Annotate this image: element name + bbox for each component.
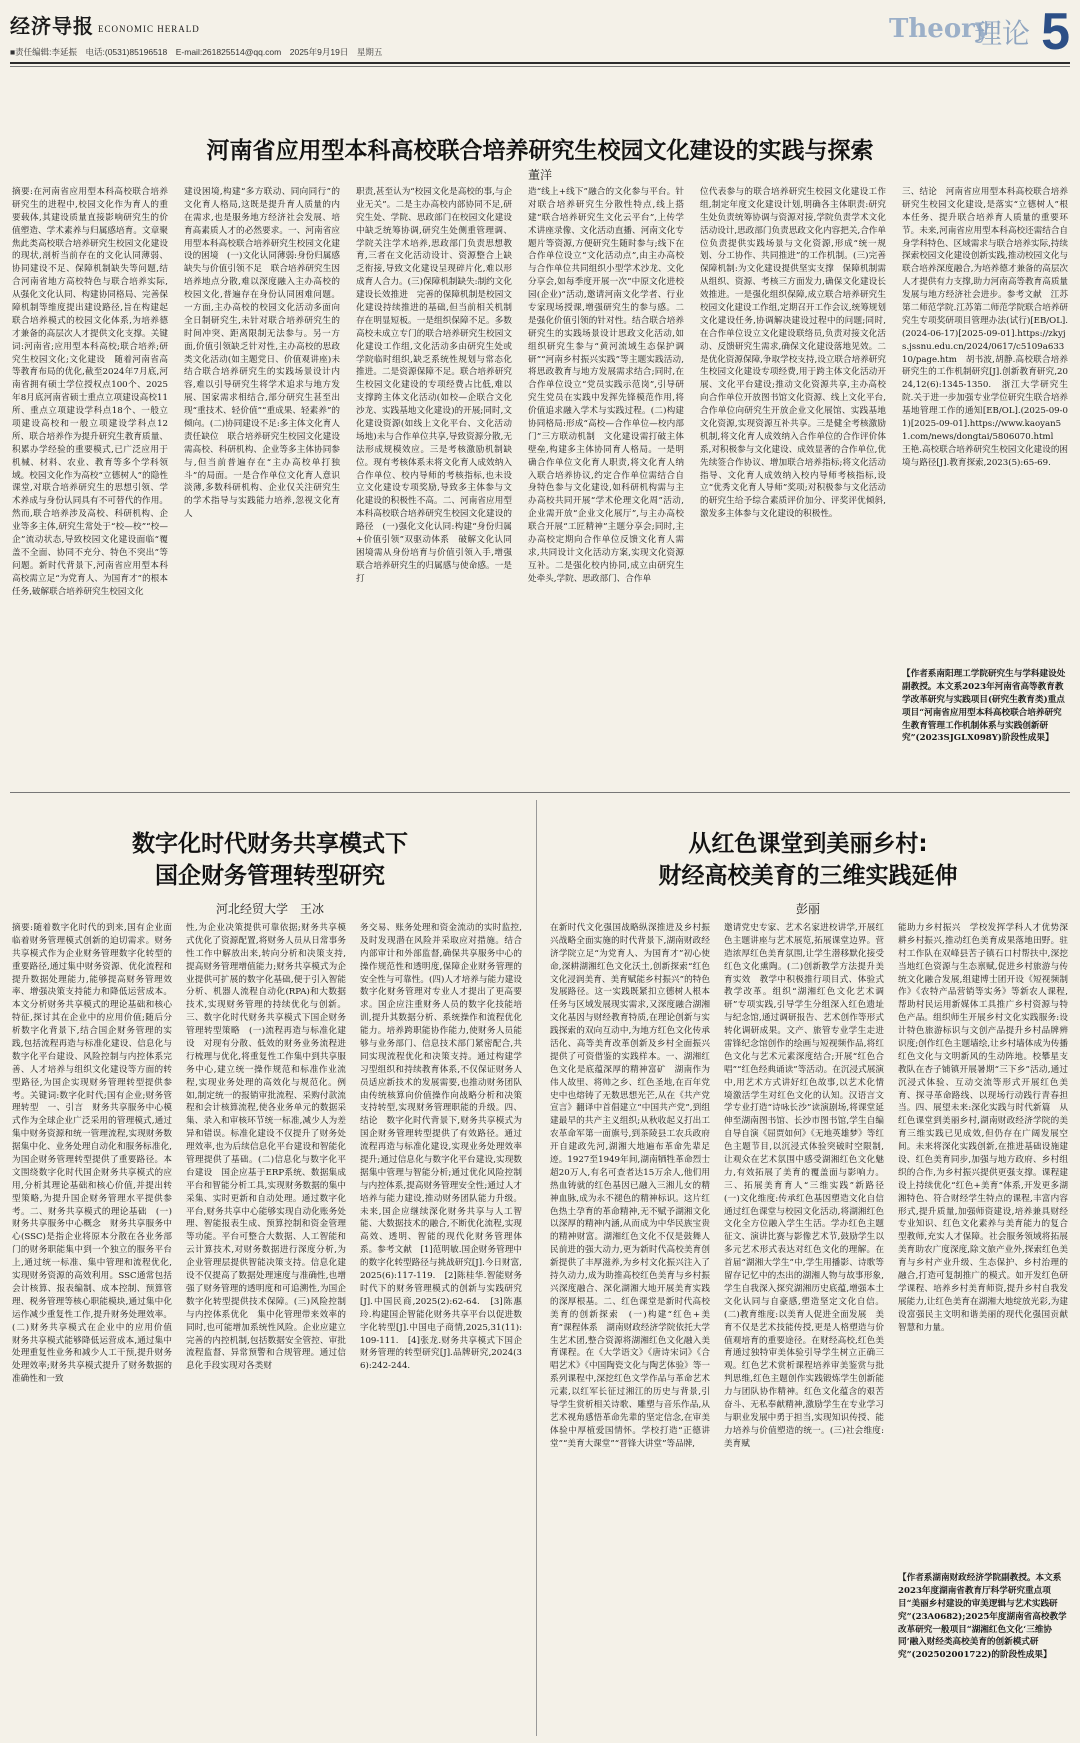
article3-title-line1: 从红色课堂到美丽乡村: [688,831,928,857]
article1-fund-note: 【作者系南阳理工学院研究生与学科建设处副教授。本文系2023年河南省高等教育教学改革研究与实践项目(研究生教育类)重点项目“河南省应用型本科高校联合培养研究生教育管理工作机制体系与实践创新研究”(2023SJGLX098Y)阶段性成果】 [902,669,1066,744]
article2-title-line2: 国企财务管理转型研究 [155,863,385,890]
article2-author: 河北经贸大学 王冰 [215,902,324,916]
article3-fund-note: 【作者系湖南财政经济学院副教授。本文系2023年度湖南省教育厅科学研究重点项目“美丽乡村建设的审美逻辑与艺术实践研究”(23A0682);2025年度湖南省高校教学改革研究一般项目“湖湘红色文化‘三维协同’融入财经类高校美育的创新模式研究”(202502001722)的阶段性成果】 [898,1573,1067,1661]
paper-name-en: ECONOMIC HERALD [98,24,200,34]
article2-title-line1: 数字化时代财务共享模式下 [132,831,408,857]
article3-column-1: 在新时代文化强国战略纵深推进及乡村振兴战略全面实施的时代背景下,湖南财政经济学院立足“为党育人、为国育才”初心使命,深耕湖湘红色文化沃土,创新探索“红色文化浸润美育、美育赋能乡村振兴”的特色发展路径。这一实践既紧扣立德树人根本任务与区域发展现实需求,又深度融合湖湘文化基因与财经教育特质,在理论创新与实践探索的双向互动中,为地方红色文化传承活化、高等美育改革创新及乡村全面振兴提供了可资借鉴的实践样本。一、湖湘红色文化是底蕴深厚的精神富矿 湖南作为伟人故里、将帅之乡、红色圣地,在百年党史中也熔铸了无数思想光芒,从在《共产党宣言》翻译中首倡建立“中国共产党”,到组建最早的共产主义组织;从秋收起义打出工农革命军第一面旗号,到茶陵县工农兵政府开自建政先河,湖湘大地遍布革命先辈足迹。1927至1949年间,湖南牺牲革命烈士超20万人,有名可查者达15万余人,他们用热血铸就的红色基因已融入三湘儿女的精神血脉,成为永不褪色的精神标识。这片红色热土孕育的革命精神,无不赋予湖湘文化以深厚的精神内涵,从而成为中华民族宝贵的精神财富。湖湘红色文化不仅是鼓舞人民前进的强大动力,更为新时代高校美育创新提供了丰厚滋养,为乡村文化振兴注入了持久动力,成为助推高校红色美育与乡村振兴深度融合、深化湖湘大地开展美育实践的深厚根基。二、红色课堂是新时代高校美育的创新探索 (一)构建“红色+美育”课程体系 湖南财政经济学院依托大学生艺术团,整合资源将湖湘红色文化融入美育课程。在《大学语文》《唐诗宋词》《合唱艺术》《中国陶瓷文化与陶艺体验》等一系列课程中,深挖红色文学作品与革命艺术元素,以红军长征过湘江的历史与背景,引导学生赏析相关诗歌、雕塑与音乐作品,从艺术视角感悟革命先辈的坚定信念,在审美体验中厚植爱国情怀。学校打造“正德讲堂”“美育大课堂”“晋锋大讲堂”等品牌, [550,923,710,1449]
article3-author: 彭丽 [795,902,820,916]
article1-column-5: 位代表参与的联合培养研究生校园文化建设工作组,制定年度文化建设计划,明确各主体职责:研究生处负责统筹协调与资源对接,学院负责学术文化活动设计,思政部门负责思政文化内容把关,合作单位负责提供实践场景与文化资源,形成“统一规划、分工协作、共同推进”的工作机制。(三)完善保障机制:为文化建设提供坚实支撑 保障机制需从组织、资源、考核三方面发力,确保文化建设长效推进。一是强化组织保障,成立联合培养研究生校园文化建设工作组,定期召开工作会议,统筹规划文化建设任务,协调解决建设过程中的问题;同时,在合作单位设立文化建设联络员,负责对接文化活动、反馈研究生需求,确保文化建设落地见效。二是优化资源保障,争取学校支持,设立联合培养研究生校园文化建设专项经费,用于跨主体文化活动开展、文化平台建设;推动文化资源共享,主办高校向合作单位开放图书馆文化资源、线上文化平台,合作单位向研究生开放企业文化展馆、实践基地文化资源,实现资源互补共享。三是健全考核激励机制,将文化育人成效纳入合作单位的合作评价体系,对积极参与文化建设、成效显著的合作单位,优先续签合作协议、增加联合培养指标;将文化活动指导、文化育人成效纳入校内导师考核指标,设立“优秀文化育人导师”奖项;对积极参与文化活动的研究生给予综合素质评价加分、评奖评优倾斜,激发多主体参与文化建设的积极性。 [700,187,886,520]
page-number: 5 [1041,3,1070,61]
masthead-rule-thin [10,66,1070,67]
article1-column-6: 三、结论 河南省应用型本科高校联合培养研究生校园文化建设,是落实“立德树人”根本任务、提升联合培养育人质量的重要环节。未来,河南省应用型本科高校还需结合自身学科特色、区域需求与联合培养实际,持续探索校园文化建设创新实践,推动校园文化与联合培养深度融合,为培养德才兼备的高层次人才提供有力支撑,助力河南高等教育高质量发展与地方经济社会进步。参考文献 江苏第二师范学院.江苏第二师范学院联合培养研究生专项奖研项目管理办法(试行)[EB/OL].(2024-06-17)[2025-09-01].https://zkyjs.jssnu.edu.cn/2024/0617/c5109a63310/page.htm 胡书波,胡静.高校联合培养研究生的工作机制研究[J].创新教育研究,2024,12(6):1345-1350. 浙江大学研究生院.关于进一步加强专业学位研究生联合培养基地管理工作的通知[EB/OL].(2025-09-01)[2025-09-01].https://www.kaoyan51.com/news/dongtai/5806070.html 王艳.高校联合培养研究生校园文化建设的困境与路径[J].教育探索,2023(5):65-69. [902,187,1069,468]
section-divider [10,792,1070,793]
article3-title [548,828,1068,892]
article1-author: 董洋 [527,168,552,182]
article2-column-2: 性,为企业决策提供可靠依据;财务共享模式优化了资源配置,将财务人员从日常事务性工作中解放出来,转向分析和决策支持,提高财务管理增值能力;财务共享模式为企业提供可扩展的数字化基础,便于引入智能分析、机器人流程自动化(RPA)和大数据技术,实现财务管理的持续优化与创新。三、数字化时代财务共享模式下国企财务管理转型策略 (一)流程再造与标准化建设 对现有分散、低效的财务业务流程进行梳理与优化,将重复性工作集中到共享服务中心,建立统一操作规范和标准作业流程,实现业务处理的高效化与规范化。例如,制定统一的报销审批流程、采购付款流程和会计核算流程,使各业务单元的数据采集、录入和审核环节统一标准,减少人为差异和错误。标准化建设不仅提升了财务处理效率,也为后续信息化平台建设和智能化管理提供了基础。(二)信息化与数字化平台建设 国企应基于ERP系统、数据集成平台和智能分析工具,实现财务数据的集中采集、实时更新和自动处理。通过数字化平台,财务共享中心能够实现自动化账务处理、智能报表生成、预算控制和资金管理等功能。平台可整合大数据、人工智能和云计算技术,对财务数据进行深度分析,为企业管理层提供智能决策支持。信息化建设不仅提高了数据处理速度与准确性,也增强了财务管理的透明度和可追溯性,为国企数字化转型提供技术保障。(三)风险控制与内控体系优化 集中化管理带来效率的同时,也可能增加系统性风险。企业应建立完善的内控机制,包括数据安全管控、审批流程监督、异常预警和合规管理。通过信息化手段实现对各类财 [186,923,346,1372]
article3-column-3: 能助力乡村振兴 学校发挥学科人才优势深耕乡村振兴,推动红色美育成果落地田野。驻村工作队在双峰县苦子镇石口村帮扶中,深挖当地红色资源与生态禀赋,促进乡村旅游与传统文化融合发展,组建博士团开设《短视频制作》《农特产品营销等实务》等新农人课程,帮助村民运用新媒体工具推广乡村资源与特色产品。组织师生开展乡村文化实践服务:设计特色旅游标识与文创产品提升乡村品牌辨识度;创作红色主题墙绘,让乡村墙体成为传播红色文化与文明新风的生动阵地。校攀星支教队在杏子铺镇开展暑期“三下乡”活动,通过沉浸式体验、互动交流等形式开展红色美育、探寻革命路线、以现场行动践行青春担当。四、展望未来:深化实践与时代新篇 从红色课堂到美丽乡村,湖南财政经济学院的美育三维实践已见成效,但仍存在广阔发展空间。未来将深化实践创新,在推进基础设施建设、红色美育同步,加强与地方政府、乡村组织的合作,为乡村振兴提供更强支撑。课程建设上持续优化“红色+美育”体系,开发更多湖湘特色、符合财经学生特点的课程,丰富内容形式,提升质量,加强师资建设,培养兼具财经专业知识、红色文化素养与美育能力的复合型教师,充实人才保障。社会服务领域将拓展美育助农广度深度,除文旅产业外,探索红色美育与乡村产业升级、生态保护、乡村治理的融合,打造可复制推广的模式。如开发红色研学课程、培养乡村美育师资,提升乡村自我发展能力,让红色美育在湖湘大地绽放光彩,为建设富强民主文明和谐美丽的现代化强国贡献智慧和力量。 [898,923,1068,1333]
paper-name: 经济导报 [10,14,94,38]
article1-column-3: 职责,甚至认为“校园文化是高校的事,与企业无关”。二是主办高校内部协同不足,研究生处、学院、思政部门在校园文化建设中缺乏统筹协调,研究生处侧重管理调、学院关注学术培养,思政部门负责思想教育,三者在文化活动设计、资源整合上缺乏衔接,导致文化建设呈现碎片化,难以形成育人合力。(三)保障机制缺失:制约文化建设长效推进 完善的保障机制是校园文化建设持续推进的基础,但当前相关机制存在明显短板。一是组织保障不足。多数高校未成立专门的联合培养研究生校园文化建设工作组,文化活动多由研究生处或学院临时组织,缺乏系统性规划与常态化推进。二是资源保障不足。联合培养研究生校园文化建设的专项经费占比低,难以支撑跨主体文化活动(如校—企联合文化沙龙、实践基地文化建设)的开展;同时,文化建设资源(如线上文化平台、文化活动场地)未与合作单位共享,导致资源分散,无法形成规模效应。三是考核激励机制缺位。现有考核体系未将文化育人成效纳入合作单位、校内导师的考核指标,也未设立文化建设专项奖励,导致多主体参与文化建设的积极性不高。二、河南省应用型本科高校联合培养研究生校园文化建设的路径 (一)强化文化认同:构建“身份归属+价值引领”双驱动体系 破解文化认同困境需从身份培育与价值引领入手,增强联合培养研究生的归属感与使命感。一是打 [356,187,512,584]
article2-column-3: 务交易、账务处理和资金流动的实时监控,及时发现潜在风险并采取应对措施。结合内部审计和外部监督,确保共享服务中心的操作规范性和透明度,保障企业财务管理的安全性与可靠性。(四)人才培养与能力建设 数字化财务管理对专业人才提出了更高要求。国企应注重财务人员的数字化技能培训,提升其数据分析、系统操作和流程优化能力。培养跨职能协作能力,使财务人员能够与业务部门、信息技术部门紧密配合,共同实现流程优化和决策支持。通过构建学习型组织和持续教育体系,不仅保证财务人员适应新技术的发展需要,也推动财务团队由传统核算向价值操作向战略分析和决策支持转型,实现财务管理职能的升级。四、结论 数字化时代背景下,财务共享模式为国企财务管理转型提供了有效路径。通过流程再造与标准化建设,实现业务处理效率提升;通过信息化与数字化平台建设,实现数据集中管理与智能分析;通过优化风险控制与内控体系,提高财务管理安全性;通过人才培养与能力建设,推动财务团队能力升级。未来,国企应继续深化财务共享与人工智能、大数据技术的融合,不断优化流程,实现高效、透明、智能的现代化财务管理体系。参考文献 [1]范明敏.国企财务管理中的数字化转型路径与挑战研究[J].今日财富,2025(6):117-119. [2]陈桂华.智能财务时代下的财务管理模式的创新与实践研究[J].中国民商,2025(2):62-64. [3]陈惠玲.构建国企智能化财务共享平台以促进数字化转型[J].中国电子商情,2025,31(11):109-111. [4]张龙.财务共享模式下国企财务管理的转型研究[J].品牌研究,2024(36):242-244. [360,923,531,1372]
section-title-en: Theory [889,14,990,44]
article1-column-2: 建设困境,构建“多方联动、同向同行”的文化育人格局,这既是提升育人质量的内在需求,也是服务地方经济社会发展、培育高素质人才的必然要求。一、河南省应用型本科高校联合培养研究生校园文化建设的困境 (一)文化认同薄弱:身份归属感缺失与价值引领不足 联合培养研究生因培养地点分散,难以深度融入主办高校的校园文化,普遍存在身份认同困难问题。一方面,主办高校的校园文化活动多面向全日制研究生,未针对联合培养研究生的时间冲突、距离限制无法参与。另一方面,价值引领缺乏针对性,主办高校的思政类文化活动(如主题党日、价值观讲座)未结合联合培养研究生的实践场景设计内容,难以引导研究生将学术追求与地方发展、国家需求相结合,部分研究生甚至出现“重技术、轻价值”“重成果、轻素养”的倾向。(二)协同建设不足:多主体文化育人责任缺位 联合培养研究生校园文化建设需高校、科研机构、企业等多主体协同参与,但当前普遍存在“主办高校单打独斗”的局面。一是合作单位文化育人意识淡薄,多数科研机构、企业仅关注研究生的学术指导与实践能力培养,忽视文化育人 [184,187,340,520]
article-divider [536,800,537,1736]
editor-info: ■责任编辑:李延振 电话:(0531)85196518 E-mail:261825514@qq.com 2025年9月19日 星期五 [10,47,383,57]
article1-column-4: 造“线上+线下”融合的文化参与平台。针对联合培养研究生分散性特点,线上搭建“联合培养研究生文化云平台”,上传学术讲座录像、文化活动直播、河南文化专题片等资源,方便研究生随时参与;线下在合作单位设立“文化活动点”,由主办高校与合作单位共同组织小型学术沙龙、文化分享会,如每季度开展一次“中原文化进校园(企业)”活动,邀请河南文化学者、行业专家现场授课,增强研究生的参与感。二是强化价值引领的针对性。结合联合培养研究生的实践场景设计思政文化活动,如组织研究生参与“黄河流域生态保护调研”“河南乡村振兴实践”等主题实践活动,将思政教育与地方发展需求结合;同时,在合作单位设立“党员实践示范岗”,引导研究生党员在实践中发挥先锋模范作用,将价值追求融入学术与实践过程。(二)构建协同格局:形成“高校—合作单位—校内部门”三方联动机制 文化建设需打破主体壁垒,构建多主体协同育人格局。一是明确合作单位文化育人职责,将文化育人纳入联合培养协议,约定合作单位需结合自身特色参与文化建设,如科研机构需与主办高校共同开展“学术伦理文化周”活动,企业需开放“企业文化展厅”,与主办高校联合开展“工匠精神”主题分享会;同时,主办高校定期向合作单位反馈文化育人需求,共同设计文化活动方案,实现文化资源互补。二是强化校内协同,成立由研究生处牵头,学院、思政部门、合作单 [528,187,684,584]
masthead-rule [10,62,1070,64]
article2-title [20,828,520,892]
section-title-cn: 理论 [973,17,1030,50]
article1-column-1: 摘要:在河南省应用型本科高校联合培养研究生的进程中,校园文化作为育人的重要载体,其建设质量直接影响研究生的价值塑造、学术素养与归属感培育。文章聚焦此类高校联合培养研究生校园文化建设的现状,剖析当前存在的文化认同薄弱、协同建设不足、保障机制缺失等问题,结合河南省地方高校特色与联合培养实际,从强化文化认同、构建协同格局、完善保障机制等维度提出建设路径,旨在构建起联合培养模式的校园文化体系,为培养德才兼备的高层次人才提供文化支撑。关键词:河南省;应用型本科高校;联合培养;研究生校园文化;文化建设 随着河南省高等教育布局的优化,截至2024年7月底,河南省拥有硕士学位授权点100个、2025年8月底河南省硕士重点立项建设高校11所、重点立项建设学科点18个、一般立项建设高校和一般立项建设学科点12所、联合培养作为提升研究生教育质量、积累办学经验的重要模式,已广泛应用于机械、材料、农业、教育等多个学科领域。校园文化作为高校“立德树人”的隐性课堂,对联合培养研究生的思想引领、学术养成与身份认同具有不可替代的作用。然而,联合培养涉及高校、科研机构、企业等多主体,研究生常处于“校—校”“校—企”流动状态,导致校园文化建设面临“覆盖不全面、协同不充分、特色不突出”等问题。新时代背景下,河南省应用型本科高校需立足“为党育人、为国育才”的根本任务,破解联合培养研究生校园文化 [12,187,168,597]
masthead [10,3,1070,63]
article2-column-1: 摘要:随着数字化时代的到来,国有企业面临着财务管理模式创新的迫切需求。财务共享模式作为企业财务管理数字化转型的重要路径,通过集中财务资源、优化流程和提升数据处理能力,能够提高财务管理效率、增强决策支持能力和降低运营成本。本文分析财务共享模式的理论基础和核心特征,探讨其在企业中的应用价值;随后分析数字化背景下,结合国企财务管理的实践,包括流程再造与标准化建设、信息化与数字化平台建设、风险控制与内控体系完善、人才培养与组织文化建设等方面的转型路径,为国企实现财务管理转型提供参考。关键词:数字化时代;国有企业;财务管理转型 一、引言 财务共享服务中心模式作为全球企业广泛采用的管理模式,通过集中财务资源和统一管理流程,实现财务数据集中化、业务处理自动化和服务标准化,为国企财务管理转型提供了重要路径。本文围绕数字化时代国企财务共享模式的应用,分析其理论基础和核心价值,并提出转型策略,为提升国企财务管理水平提供参考。二、财务共享模式的理论基础 (一)财务共享服务中心概念 财务共享服务中心(SSC)是指企业将原本分散在各业务部门的财务职能集中到一个独立的服务平台上,通过统一标准、集中管理和流程优化,实现财务资源的高效利用。SSC通常包括会计核算、报表编制、成本控制、预算管理、税务管理等核心职能模块,通过集中化运作减少重复性工作,提升财务处理效率。(二)财务共享模式在企业中的应用价值 财务共享模式能够降低运营成本,通过集中处理重复性业务和减少人工干预,提升财务处理效率;财务共享模式提升了财务数据的准确性和一致 [12,923,181,1385]
article3-title-line2: 财经高校美育的三维实践延伸 [658,863,958,890]
article1-title: 河南省应用型本科高校联合培养研究生校园文化建设的实践与探索 [206,138,874,164]
article3-column-2: 邀请党史专家、艺术名家进校讲学,开展红色主题讲座与艺术展览,拓展课堂边界。营造浓厚红色美育氛围,让学生潜移默化接受红色文化熏陶。(二)创新教学方法提升美育实效 教学中积极推行项目式、体验式教学改革。组织“湖湘红色文化艺术调研”专项实践,引导学生分组深入红色遗址与纪念馆,通过调研报告、艺术创作等形式转化调研成果。文产、旅管专业学生走进雷锋纪念馆创作的绘画与短视频作品,将红色文化与艺术元素深度结合;开展“红色合唱”“红色经典诵读”等活动。在沉浸式展演中,用艺术方式讲好红色故事,以艺术化情境激活学生对红色文化的认知。汉语言文学专业打造“诗咏长沙”读演剧场,将课堂延伸至湖南图书馆、长沙市图书馆,学生自编自导自演《屈贾如何》《无地英雄梦》等红色主题节目,以沉浸式体验突破时空限制,让观众在艺术氛围中感受湖湘红色文化魅力,有效拓展了美育的覆盖面与影响力。三、拓展美育育人“三维实践”新路径 (一)文化维度:传承红色基因塑造文化自信 通过红色课堂与校园文化活动,将湖湘红色文化全方位融入学生生活。学办红色主题征文、演讲比赛与影像艺术节,鼓励学生以多元艺术形式表达对红色文化的理解。在首届“湖湘大学生”中,学生用播影、诗歌等留存记忆中的杰出的湖湘人物与故事形象,学生自我深入探究湖湘历史底蕴,增强本土文化认同与自豪感,塑造坚定文化自信。(二)教育维度:以美育人促进全面发展 美育不仅是艺术技能传授,更是人格塑造与价值观培育的重要途径。在财经高校,红色美育通过独特审美体验引导学生树立正确三观。红色艺术赏析课程培养审美鉴赏与批判思维,红色主题创作实践锻炼学生创新能力与团队协作精神。红色文化蕴含的艰苦奋斗、无私奉献精神,激励学生在专业学习与职业发展中勇于担当,实现知识传授、能力培养与价值塑造的统一。(三)社会维度:美育赋 [724,923,893,1449]
